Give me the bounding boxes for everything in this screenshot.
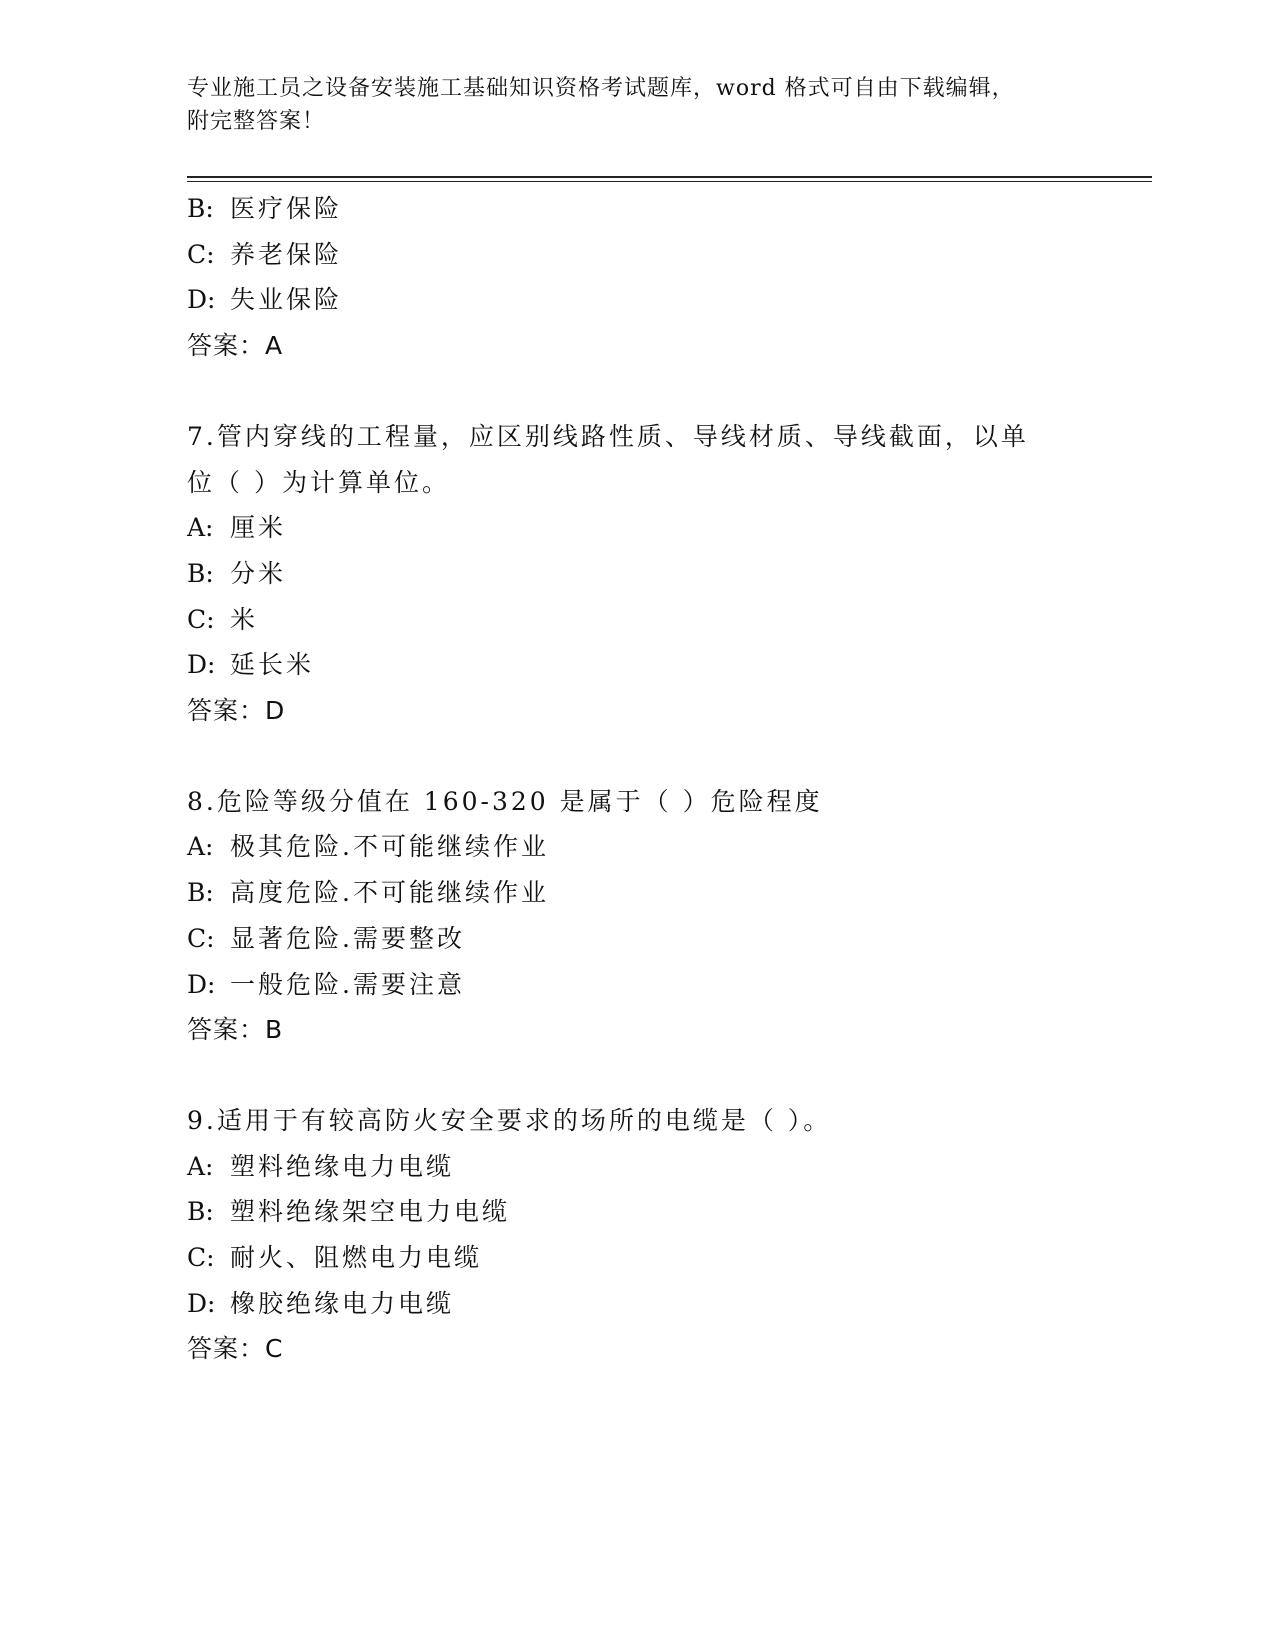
option-label: D: xyxy=(187,650,216,680)
question-6-continuation xyxy=(187,186,1087,369)
answer-line: 答案：B xyxy=(187,1015,284,1045)
document-header xyxy=(187,72,1067,138)
option-b xyxy=(187,551,1087,597)
option-text: 失业保险 xyxy=(230,285,343,315)
question-list xyxy=(187,186,1087,1372)
question-text-line-1: 8.危险等级分值在 160-320 是属于（ ）危险程度 xyxy=(187,786,823,816)
option-text: 一般危险.需要注意 xyxy=(230,969,465,999)
option-text: 延长米 xyxy=(230,650,315,680)
option-label: B: xyxy=(187,1197,214,1227)
option-b xyxy=(187,186,1087,232)
option-text: 极其危险.不可能继续作业 xyxy=(230,832,549,862)
option-a xyxy=(187,824,1087,870)
option-label: D: xyxy=(187,969,216,999)
question-text-line-1: 7.管内穿线的工程量，应区别线路性质、导线材质、导线截面，以单 xyxy=(187,421,1029,451)
option-label: A: xyxy=(187,832,214,862)
option-label: C: xyxy=(187,239,215,269)
option-label: C: xyxy=(187,604,215,634)
option-label: B: xyxy=(187,558,214,588)
header-rule-thin xyxy=(187,181,1152,182)
question-9 xyxy=(187,1098,1087,1372)
option-text: 塑料绝缘架空电力电缆 xyxy=(230,1197,511,1227)
option-text: 米 xyxy=(230,604,259,634)
option-text: 耐火、阻燃电力电缆 xyxy=(230,1243,483,1273)
option-label: A: xyxy=(187,1151,214,1181)
option-label: B: xyxy=(187,194,214,223)
answer-line: 答案：D xyxy=(187,696,286,726)
option-label: D: xyxy=(187,285,216,315)
answer-line: 答案：A xyxy=(187,331,284,361)
option-b xyxy=(187,870,1087,916)
option-text: 塑料绝缘电力电缆 xyxy=(230,1151,455,1181)
option-a xyxy=(187,505,1087,551)
question-text-line-1: 9.适用于有较高防火安全要求的场所的电缆是（ ）。 xyxy=(187,1105,832,1135)
option-d xyxy=(187,642,1087,688)
question-7 xyxy=(187,414,1087,734)
option-c xyxy=(187,597,1087,643)
option-d xyxy=(187,962,1087,1008)
header-rule-thick xyxy=(187,176,1152,178)
option-c xyxy=(187,916,1087,962)
option-text: 医疗保险 xyxy=(230,194,343,223)
option-label: A: xyxy=(187,513,214,543)
option-text: 分米 xyxy=(230,558,287,588)
question-text-line-2: 位（ ）为计算单位。 xyxy=(187,467,450,497)
question-8 xyxy=(187,779,1087,1053)
answer-line: 答案：C xyxy=(187,1334,284,1364)
option-text: 高度危险.不可能继续作业 xyxy=(230,878,549,908)
option-label: B: xyxy=(187,878,214,908)
option-text: 厘米 xyxy=(230,513,287,543)
header-line-2: 附完整答案！ xyxy=(187,109,326,134)
header-line-1: 专业施工员之设备安装施工基础知识资格考试题库，word 格式可自由下载编辑， xyxy=(187,76,1015,101)
option-a xyxy=(187,1144,1087,1190)
option-d xyxy=(187,1281,1087,1327)
option-c xyxy=(187,232,1087,278)
option-label: C: xyxy=(187,1243,215,1273)
option-text: 橡胶绝缘电力电缆 xyxy=(230,1288,455,1318)
option-b xyxy=(187,1189,1087,1235)
option-c xyxy=(187,1235,1087,1281)
option-text: 显著危险.需要整改 xyxy=(230,923,465,953)
option-text: 养老保险 xyxy=(230,239,343,269)
option-d xyxy=(187,277,1087,323)
option-label: D: xyxy=(187,1288,216,1318)
option-label: C: xyxy=(187,923,215,953)
